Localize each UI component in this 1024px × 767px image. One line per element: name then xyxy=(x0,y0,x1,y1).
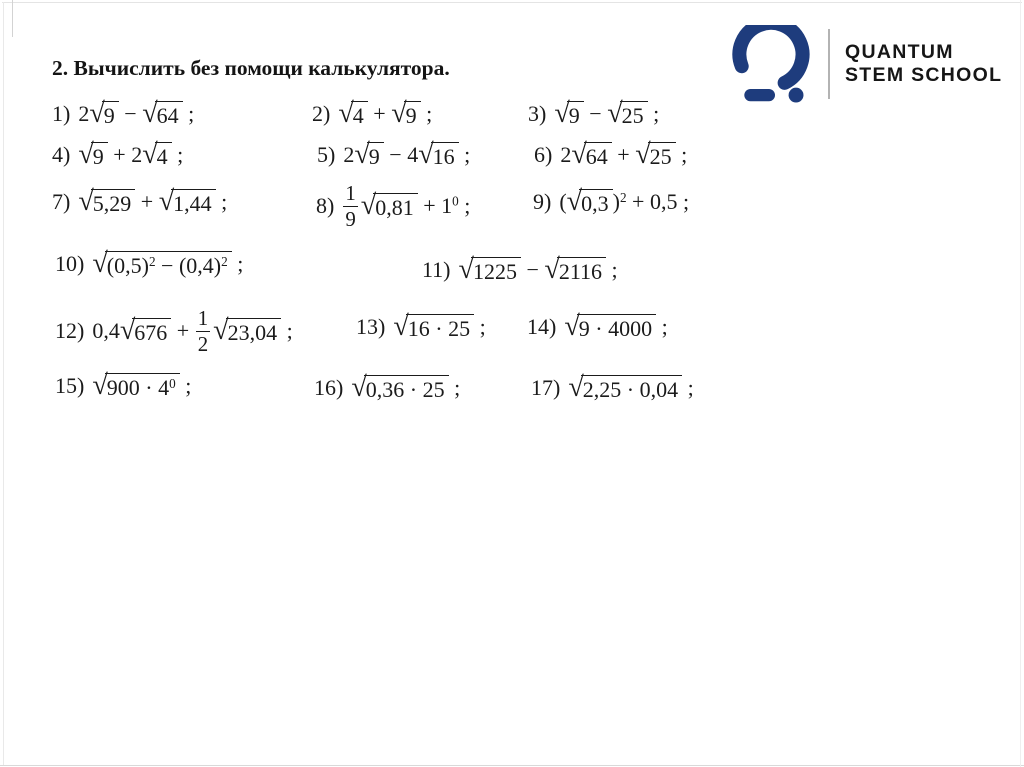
radical-sign-icon: √ xyxy=(418,139,434,170)
sqrt-expression xyxy=(92,250,231,280)
exercise-number: 6) xyxy=(534,142,553,167)
exercise-15: 15) $√900 \cdot 4^0$ ; xyxy=(55,370,192,401)
superscript: 0 xyxy=(452,193,459,209)
logo-line2: STEM SCHOOL xyxy=(845,64,1003,86)
radicand: 2,25 · 0,04 xyxy=(581,375,682,404)
radical-sign-icon: √ xyxy=(78,186,94,217)
exercise-number: 12) xyxy=(55,317,85,343)
sqrt-expression xyxy=(391,100,420,130)
radical-sign-icon: √ xyxy=(360,189,377,221)
radical-sign-icon: √ xyxy=(554,98,570,129)
radical-sign-icon: √ xyxy=(544,254,560,285)
radical-sign-icon: √ xyxy=(458,254,474,285)
sqrt-expression xyxy=(564,313,656,343)
superscript: 2 xyxy=(221,253,228,269)
radicand: 0,36 · 25 xyxy=(364,375,449,404)
sqrt-expression xyxy=(554,100,583,130)
radicand: 676 xyxy=(132,318,171,347)
radicand: 4 xyxy=(155,142,172,171)
radicand: 4 xyxy=(351,101,368,130)
exercise-number: 1) xyxy=(52,101,71,126)
radicand: 0,3 xyxy=(579,189,613,218)
exercise-number: 15) xyxy=(55,373,85,398)
superscript: 0 xyxy=(169,375,176,391)
radical-sign-icon: √ xyxy=(338,98,354,129)
slide-bottom-border xyxy=(0,765,1024,766)
exercise-number: 8) xyxy=(316,192,335,218)
sqrt-expression xyxy=(567,188,613,218)
radical-sign-icon: √ xyxy=(213,314,229,346)
radicand: 64 xyxy=(155,101,183,130)
exercise-number: 3) xyxy=(528,101,547,126)
exercise-4: 4) √9 + 2√4 ; xyxy=(52,139,184,170)
exercise-13: 13) √16 · 25 ; xyxy=(356,311,486,342)
radical-sign-icon: √ xyxy=(571,139,587,170)
exercise-16: 16) √0,36 · 25 ; xyxy=(314,372,461,403)
radicand: 9 xyxy=(567,101,584,130)
radicand: 2116 xyxy=(557,257,606,286)
radicand: 1,44 xyxy=(171,189,216,218)
sqrt-expression xyxy=(607,100,647,130)
school-logo xyxy=(731,25,1002,103)
radicand: $900 \cdot 4^0$ xyxy=(105,373,180,402)
fraction xyxy=(196,308,210,355)
radicand: 9 · 4000 xyxy=(577,314,656,343)
sqrt-expression xyxy=(78,188,135,218)
fraction xyxy=(343,183,357,230)
quantum-q-icon xyxy=(731,25,819,103)
exercise-1: 1) 2√9 − √64 ; xyxy=(52,98,195,129)
radicand: 9 xyxy=(367,142,384,171)
radical-sign-icon: √ xyxy=(393,311,409,342)
exercise-number: 10) xyxy=(55,251,85,276)
superscript: 2 xyxy=(148,253,156,269)
fraction-denominator: 9 xyxy=(345,206,356,231)
sqrt-expression xyxy=(393,313,474,343)
radical-sign-icon: √ xyxy=(568,372,584,403)
sqrt-expression xyxy=(351,374,448,404)
fraction-denominator: 2 xyxy=(197,331,209,356)
exercise-number: 2) xyxy=(312,101,331,126)
slide-top-border xyxy=(2,2,1022,3)
slide-left-border xyxy=(3,2,4,766)
radicand: 9 xyxy=(91,142,108,171)
sqrt-expression xyxy=(78,141,107,171)
exercise-10: 10) $√(0,5)^2 - (0,4)^2$ ; xyxy=(55,248,244,279)
superscript: 2 xyxy=(619,189,627,205)
exercise-17: 17) √2,25 · 0,04 ; xyxy=(531,372,694,403)
radicand: 5,29 xyxy=(91,189,136,218)
exercise-7: 7) √5,29 + √1,44 ; xyxy=(52,186,228,217)
exercise-number: 9) xyxy=(533,189,552,214)
sqrt-expression xyxy=(89,100,118,130)
radical-sign-icon: √ xyxy=(89,98,105,129)
exercise-5: 5) 2√9 − 4√16 ; xyxy=(317,139,471,170)
exercise-number: 11) xyxy=(422,257,451,282)
slide-corner-line xyxy=(12,0,13,37)
sqrt-expression xyxy=(338,100,367,130)
radical-sign-icon: √ xyxy=(92,370,108,401)
exercise-9: 9) (√0,3 )$^2$ + 0,5 ; xyxy=(533,186,690,217)
sqrt-expression xyxy=(159,188,216,218)
exercise-12: 12) 0,4√676 + $\frac{1}{2}$ √23,04 ; xyxy=(55,306,293,356)
exercise-3: 3) √9 − √25 ; xyxy=(528,98,660,129)
exercise-number: 5) xyxy=(317,142,336,167)
sqrt-expression xyxy=(142,141,171,171)
slide-right-border xyxy=(1020,0,1021,767)
sqrt-expression xyxy=(142,100,182,130)
radicand: 25 xyxy=(648,142,676,171)
exercise-number: 14) xyxy=(527,314,557,339)
sqrt-expression xyxy=(213,314,281,347)
radical-sign-icon: √ xyxy=(391,98,407,129)
radical-sign-icon: √ xyxy=(142,98,158,129)
sqrt-expression xyxy=(544,256,606,286)
sqrt-expression xyxy=(418,141,458,171)
exercise-number: 13) xyxy=(356,314,386,339)
radicand: 0,81 xyxy=(373,193,418,222)
exercise-number: 17) xyxy=(531,375,561,400)
radical-sign-icon: √ xyxy=(142,139,158,170)
sqrt-expression xyxy=(360,189,418,222)
exercise-11: 11) √1225 − √2116 ; xyxy=(422,254,618,285)
radicand: 23,04 xyxy=(226,318,282,347)
sqrt-expression xyxy=(119,314,171,347)
sqrt-expression xyxy=(354,141,383,171)
radical-sign-icon: √ xyxy=(635,139,651,170)
radical-sign-icon: √ xyxy=(607,98,623,129)
radicand: 1225 xyxy=(471,257,521,286)
exercise-8: 8) $\frac{1}{9}$ $√0,81 + 1^0$ ; xyxy=(316,181,471,231)
exercise-number: 16) xyxy=(314,375,344,400)
sqrt-expression xyxy=(92,372,179,402)
sqrt-expression xyxy=(571,141,611,171)
radical-sign-icon: √ xyxy=(351,372,367,403)
radical-sign-icon: √ xyxy=(566,186,583,217)
radical-sign-icon: √ xyxy=(78,139,94,170)
sqrt-expression xyxy=(568,374,682,404)
exercise-14: 14) √9 · 4000 ; xyxy=(527,311,668,342)
exercise-number: 4) xyxy=(52,142,71,167)
exercise-number: 7) xyxy=(52,189,71,214)
radical-sign-icon: √ xyxy=(564,311,580,342)
fraction-numerator: 1 xyxy=(197,306,209,330)
exercise-2: 2) √4 + √9 ; xyxy=(312,98,433,129)
logo-divider xyxy=(828,29,830,99)
logo-line1: QUANTUM xyxy=(845,41,954,63)
radicand: 16 · 25 xyxy=(406,314,474,343)
task-title: 2. Вычислить без помощи калькулятора. xyxy=(52,56,450,80)
radicand: 16 xyxy=(431,142,459,171)
radical-sign-icon: √ xyxy=(92,248,108,279)
radical-sign-icon: √ xyxy=(354,139,370,170)
fraction-numerator: 1 xyxy=(345,181,356,205)
sqrt-expression xyxy=(459,256,521,286)
radical-sign-icon: √ xyxy=(119,314,136,346)
radicand: 9 xyxy=(404,101,421,130)
radicand: 9 xyxy=(102,101,119,130)
radicand: 25 xyxy=(620,101,648,130)
radical-sign-icon: √ xyxy=(158,186,175,217)
radicand: 64 xyxy=(584,142,612,171)
logo-text xyxy=(845,41,1002,87)
radicand: $(0,5)^2 - (0,4)^2$ xyxy=(105,251,232,280)
exercise-6: 6) 2√64 + √25 ; xyxy=(534,139,688,170)
sqrt-expression xyxy=(635,141,675,171)
